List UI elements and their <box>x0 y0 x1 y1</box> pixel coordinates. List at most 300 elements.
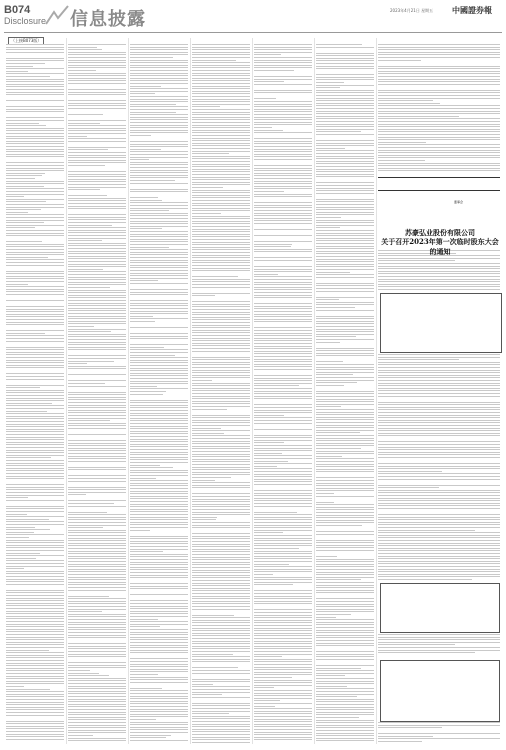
text-line <box>316 493 334 494</box>
text-line <box>192 713 229 714</box>
text-line <box>254 677 292 678</box>
text-line <box>6 71 28 72</box>
text-line <box>192 401 250 402</box>
text-line <box>6 728 64 729</box>
text-line <box>254 76 312 77</box>
text-line <box>316 440 374 441</box>
text-line <box>254 127 272 128</box>
text-line <box>316 131 361 132</box>
text-line <box>378 98 500 99</box>
text-line <box>68 54 126 55</box>
text-line <box>378 377 500 378</box>
text-line <box>254 417 312 418</box>
text-line <box>254 351 312 352</box>
text-line <box>130 454 188 455</box>
text-line <box>130 254 188 255</box>
text-line <box>254 682 312 683</box>
text-line <box>6 170 64 171</box>
text-line <box>378 725 500 726</box>
text-line <box>254 154 312 155</box>
text-line <box>192 415 250 416</box>
text-line <box>6 201 46 202</box>
text-line <box>6 592 64 593</box>
text-line <box>254 132 312 133</box>
text-line <box>130 698 188 699</box>
text-line <box>254 543 312 544</box>
text-line <box>378 113 500 114</box>
text-line <box>130 549 188 550</box>
text-line <box>316 438 374 439</box>
text-line <box>68 217 126 218</box>
text-line <box>192 646 250 647</box>
text-line <box>68 240 102 241</box>
text-line <box>130 104 176 105</box>
text-line <box>378 500 500 501</box>
text-line <box>6 495 64 496</box>
text-line <box>130 135 151 136</box>
text-line <box>316 717 359 718</box>
text-line <box>254 453 282 454</box>
voting-table <box>380 583 500 633</box>
text-line <box>6 568 24 569</box>
text-line <box>130 441 188 442</box>
text-line <box>316 496 374 497</box>
text-line <box>378 266 500 267</box>
text-line <box>68 238 126 239</box>
text-line <box>68 245 126 246</box>
text-line <box>6 696 64 697</box>
text-line <box>68 120 126 121</box>
text-line <box>130 714 188 715</box>
text-line <box>130 504 188 505</box>
text-line <box>254 656 282 657</box>
text-line <box>68 492 126 493</box>
text-line <box>316 251 374 252</box>
text-line <box>254 359 312 360</box>
text-line <box>316 673 374 674</box>
text-line <box>192 295 215 296</box>
text-line <box>6 178 35 179</box>
text-line <box>378 644 455 645</box>
text-line <box>6 691 64 692</box>
text-line <box>68 420 110 421</box>
text-line <box>6 605 64 606</box>
text-line <box>316 238 374 239</box>
text-line <box>192 499 250 500</box>
text-line <box>192 370 250 371</box>
text-line <box>316 564 374 565</box>
text-line <box>254 44 312 45</box>
text-line <box>192 284 250 285</box>
text-line <box>316 509 374 510</box>
text-line <box>192 106 220 107</box>
text-line <box>68 569 126 570</box>
text-line <box>68 558 126 559</box>
text-line <box>6 400 64 401</box>
text-line <box>192 75 250 76</box>
text-line <box>378 116 459 117</box>
text-line <box>254 202 312 203</box>
text-line <box>68 363 87 364</box>
text-line <box>192 276 238 277</box>
text-line <box>378 84 500 85</box>
text-line <box>316 502 334 503</box>
text-line <box>316 153 374 154</box>
text-line <box>316 572 374 573</box>
text-line <box>316 393 374 394</box>
text-line <box>316 329 374 330</box>
text-line <box>130 202 188 203</box>
text-line <box>130 318 188 319</box>
text-line <box>378 537 500 538</box>
text-line <box>6 225 64 226</box>
text-line <box>130 109 188 110</box>
text-line <box>68 380 126 381</box>
text-line <box>254 672 312 673</box>
text-line <box>68 635 126 636</box>
text-line <box>254 178 312 179</box>
text-line <box>68 632 126 633</box>
text-line <box>6 478 64 479</box>
text-line <box>192 739 250 740</box>
text-line <box>6 715 64 716</box>
text-line <box>192 606 250 607</box>
text-line <box>254 98 276 99</box>
text-line <box>378 383 500 384</box>
text-line <box>68 494 86 495</box>
text-line <box>68 564 126 565</box>
text-line <box>68 114 103 115</box>
text-line <box>192 692 250 693</box>
text-line <box>68 358 126 359</box>
text-line <box>192 575 250 576</box>
text-line <box>130 732 188 733</box>
text-line <box>68 274 126 275</box>
text-line <box>192 190 250 191</box>
text-line <box>130 183 188 184</box>
text-line <box>316 79 374 80</box>
text-line <box>192 213 221 214</box>
text-line <box>68 532 126 533</box>
text-line <box>316 310 374 311</box>
text-line <box>68 701 126 702</box>
text-line <box>130 727 188 728</box>
text-line <box>68 561 126 562</box>
text-line <box>6 489 64 490</box>
text-line <box>130 462 188 463</box>
text-line <box>68 667 126 668</box>
text-line <box>6 514 27 515</box>
text-line <box>130 78 188 79</box>
text-line <box>378 532 500 533</box>
text-line <box>192 138 250 139</box>
text-line <box>130 257 188 258</box>
text-line <box>316 129 374 130</box>
text-line <box>6 63 45 64</box>
text-line <box>316 240 374 241</box>
text-line <box>378 540 500 541</box>
text-line <box>130 724 188 725</box>
text-line <box>192 309 250 310</box>
text-line <box>130 289 188 290</box>
text-line <box>254 729 312 730</box>
text-line <box>254 220 312 221</box>
text-line <box>316 561 374 562</box>
text-line <box>68 89 126 90</box>
text-line <box>130 664 188 665</box>
text-line <box>316 427 374 428</box>
text-line <box>130 114 188 115</box>
text-line <box>6 183 64 184</box>
text-line <box>6 367 64 368</box>
text-line <box>6 162 64 163</box>
text-line <box>192 388 250 389</box>
text-line <box>316 331 374 332</box>
text-line <box>6 276 64 277</box>
text-line <box>6 217 64 218</box>
board-signature: 董事会 <box>454 200 464 204</box>
text-line <box>378 498 500 499</box>
text-line <box>6 149 64 150</box>
text-line <box>130 83 188 84</box>
text-line <box>6 209 41 210</box>
text-line <box>68 44 126 45</box>
text-line <box>68 456 126 457</box>
proxy-table <box>380 660 500 722</box>
text-line <box>6 347 64 348</box>
text-line <box>254 609 312 610</box>
text-line <box>192 197 250 198</box>
text-line <box>68 94 126 95</box>
text-line <box>6 437 64 438</box>
text-line <box>254 57 312 58</box>
text-line <box>254 84 312 85</box>
text-line <box>130 446 188 447</box>
text-line <box>192 73 250 74</box>
text-line <box>316 259 374 260</box>
text-line <box>68 717 126 718</box>
text-line <box>192 509 250 510</box>
text-line <box>316 574 374 575</box>
text-line <box>316 515 374 516</box>
text-line <box>68 469 126 470</box>
text-line <box>130 491 188 492</box>
text-line <box>6 681 64 682</box>
text-line <box>192 541 250 542</box>
text-line <box>6 434 64 435</box>
text-line <box>192 325 250 326</box>
text-line <box>6 547 64 548</box>
text-line <box>130 362 188 363</box>
text-line <box>68 506 126 507</box>
text-line <box>130 381 188 382</box>
text-line <box>130 564 188 565</box>
text-line <box>254 693 312 694</box>
text-line <box>378 447 500 448</box>
text-line <box>130 619 158 620</box>
text-line <box>254 654 312 655</box>
text-line <box>68 130 126 131</box>
text-line <box>68 108 126 109</box>
text-line <box>130 101 188 102</box>
text-line <box>316 163 374 164</box>
text-line <box>6 678 64 679</box>
text-line <box>316 534 374 535</box>
text-line <box>192 580 250 581</box>
text-line <box>316 520 374 521</box>
text-line <box>6 723 64 724</box>
text-line <box>130 522 188 523</box>
text-line <box>316 480 374 481</box>
text-line <box>192 156 250 157</box>
text-line <box>192 430 250 431</box>
text-line <box>6 165 64 166</box>
text-line <box>130 740 188 741</box>
text-line <box>68 525 126 526</box>
text-line <box>6 668 64 669</box>
text-line <box>378 260 455 261</box>
text-line <box>6 408 64 409</box>
text-line <box>316 709 374 710</box>
text-line <box>192 101 250 102</box>
text-line <box>130 283 188 284</box>
text-line <box>316 227 340 228</box>
text-line <box>68 300 126 301</box>
text-line <box>130 125 188 126</box>
text-line <box>192 620 250 621</box>
text-line <box>316 730 374 731</box>
text-line <box>130 93 155 94</box>
text-line <box>68 383 105 384</box>
text-line <box>254 420 312 421</box>
text-line <box>68 189 100 190</box>
text-line <box>378 527 500 528</box>
text-line <box>6 403 52 404</box>
text-line <box>254 314 312 315</box>
text-line <box>6 476 64 477</box>
text-line <box>192 143 250 144</box>
text-line <box>254 551 312 552</box>
text-line <box>254 415 284 416</box>
text-line <box>6 291 64 292</box>
text-line <box>6 100 64 101</box>
text-line <box>316 443 374 444</box>
text-line <box>130 433 188 434</box>
text-line <box>6 191 64 192</box>
text-line <box>254 471 312 472</box>
text-line <box>316 640 374 641</box>
text-line <box>130 189 188 190</box>
text-line <box>192 501 250 502</box>
text-line <box>68 62 126 63</box>
text-line <box>6 68 64 69</box>
text-line <box>130 106 188 107</box>
text-line <box>6 571 64 572</box>
text-line <box>6 573 64 574</box>
text-line <box>378 727 442 728</box>
text-line <box>316 522 374 523</box>
text-line <box>254 442 284 443</box>
text-line <box>68 313 126 314</box>
text-line <box>316 609 374 610</box>
text-line <box>192 654 233 655</box>
text-line <box>130 639 188 640</box>
text-line <box>192 596 250 597</box>
issue-date: 2023年4月21日 星期五 <box>390 8 434 13</box>
text-line <box>254 561 312 562</box>
text-line <box>130 65 188 66</box>
text-line <box>68 656 126 657</box>
text-line <box>6 704 64 705</box>
text-line <box>192 166 250 167</box>
text-line <box>192 638 250 639</box>
text-line <box>130 164 188 165</box>
text-line <box>192 239 250 240</box>
text-line <box>192 62 250 63</box>
text-line <box>68 686 126 687</box>
text-line <box>254 500 312 501</box>
text-line <box>254 429 312 430</box>
text-line <box>316 712 374 713</box>
text-line <box>130 586 188 587</box>
text-line <box>254 548 299 549</box>
text-line <box>192 679 250 680</box>
text-line <box>68 598 126 599</box>
text-line <box>68 522 126 523</box>
text-line <box>378 487 439 488</box>
text-line <box>192 65 250 66</box>
text-line <box>68 184 126 185</box>
text-line <box>254 540 312 541</box>
text-line <box>68 329 126 330</box>
text-line <box>316 230 374 231</box>
text-line <box>192 448 250 449</box>
text-line <box>316 451 374 452</box>
text-line <box>254 241 312 242</box>
text-line <box>68 78 126 79</box>
text-line <box>192 223 250 224</box>
text-line <box>316 199 374 200</box>
text-line <box>6 175 42 176</box>
text-line <box>192 583 250 584</box>
text-line <box>254 708 312 709</box>
text-line <box>6 613 64 614</box>
text-line <box>192 332 250 333</box>
text-line <box>68 160 126 161</box>
text-line <box>6 508 64 509</box>
text-line <box>192 464 250 465</box>
text-line <box>254 512 297 513</box>
text-line <box>316 469 374 470</box>
text-line <box>68 709 126 710</box>
text-line <box>130 338 188 339</box>
text-line <box>6 618 64 619</box>
text-line <box>254 257 312 258</box>
text-line <box>254 306 312 307</box>
text-line <box>68 603 126 604</box>
text-line <box>130 91 188 92</box>
text-line <box>378 733 500 734</box>
text-line <box>192 357 250 358</box>
text-line <box>130 357 188 358</box>
text-line <box>6 652 64 653</box>
text-line <box>68 548 126 549</box>
text-line <box>192 229 250 230</box>
text-line <box>68 402 126 403</box>
text-line <box>68 614 126 615</box>
text-line <box>130 218 188 219</box>
text-line <box>68 386 126 387</box>
